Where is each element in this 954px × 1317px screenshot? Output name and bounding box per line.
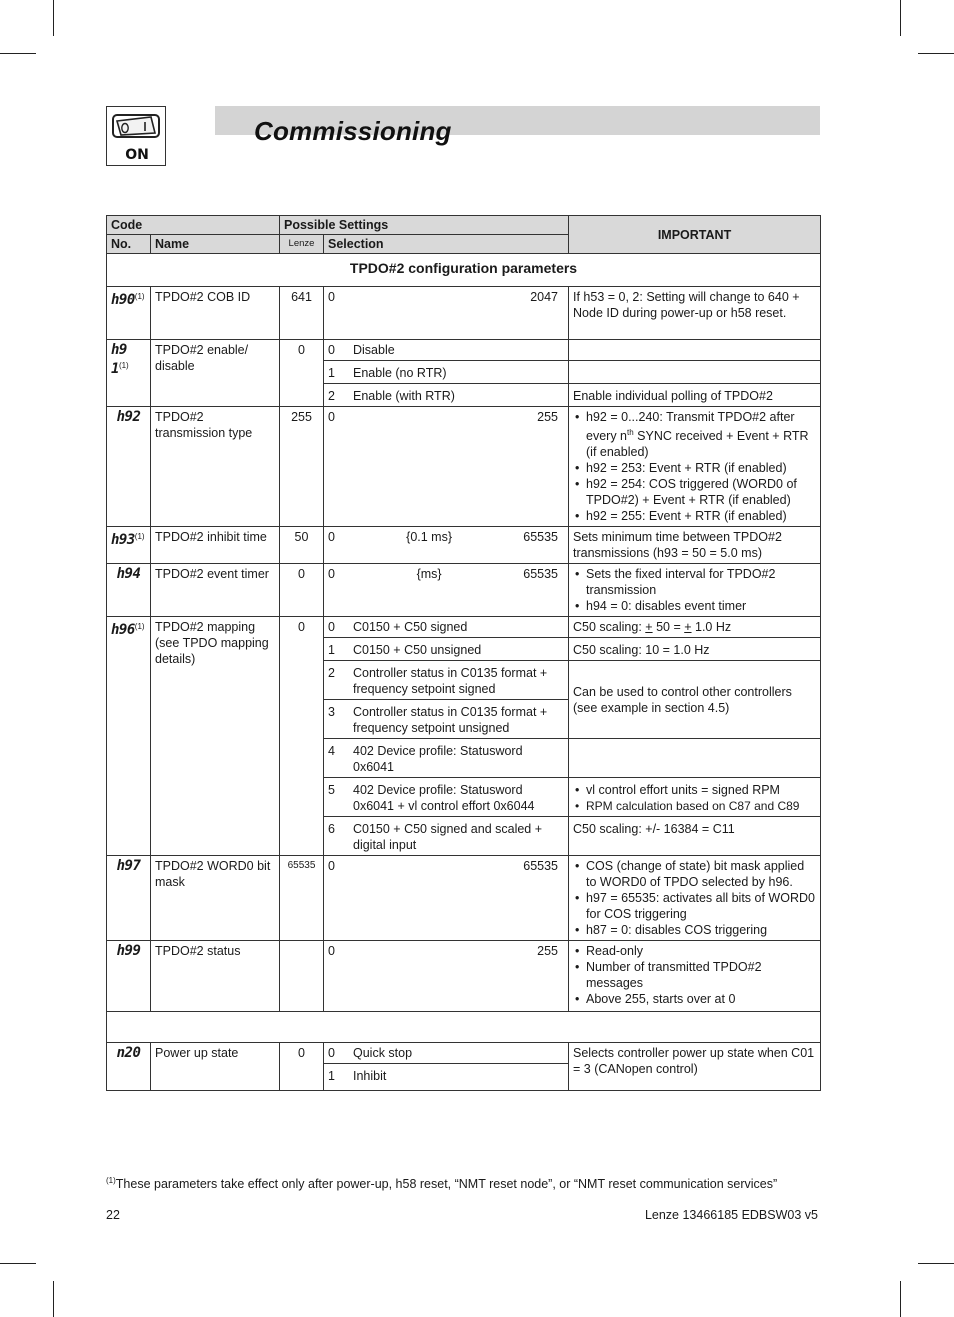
header-selection: Selection: [324, 235, 569, 254]
crop-mark: [0, 53, 36, 54]
page-number: 22: [106, 1208, 120, 1222]
table-row: [107, 1012, 821, 1043]
table-row: [107, 856, 821, 941]
table-row: [107, 287, 821, 340]
table-row: [107, 527, 821, 564]
header-code: Code: [107, 216, 280, 235]
important-cell: Sets minimum time between TPDO#2 transmissions (h93 = 50 = 5.0 ms): [569, 527, 821, 564]
lenze-cell: 255: [280, 407, 324, 527]
code-cell: h90$^{(1)}$: [107, 287, 151, 340]
important-cell: [569, 340, 821, 361]
lenze-cell: [280, 941, 324, 1012]
lenze-cell: 65535: [280, 856, 324, 941]
important-cell: [569, 361, 821, 384]
selection-option: 2 Controller status in C0135 format + frequency setpoint signed: [324, 661, 569, 700]
crop-mark: [900, 1281, 901, 1317]
crop-mark: [53, 1281, 54, 1317]
table-row: [107, 941, 821, 1012]
crop-mark: [918, 1263, 954, 1264]
name-cell: TPDO#2 inhibit time: [151, 527, 280, 564]
name-cell: TPDO#2 event timer: [151, 564, 280, 617]
section-title: TPDO#2 configuration parameters: [107, 254, 821, 287]
selection-cell: 0 65535: [324, 856, 569, 941]
table-row: [107, 1043, 821, 1064]
switch-on-label: ON: [125, 147, 149, 163]
important-cell: • h92 = 0...240: Transmit TPDO#2 after every $n^{th}$ SYNC received + Event + RTR (if enabled) • h92 = 253: Event + RTR (if enabled) • h92 = 254: COS triggered (WORD0 of TPDO#2) + Event + RTR (if enabled) • h92 = 255: Event + RTR (if enabled): [569, 407, 821, 527]
table-row: [107, 407, 821, 527]
lenze-cell: 50: [280, 527, 324, 564]
selection-option: 1 Inhibit: [324, 1064, 569, 1091]
selection-option: 2 Enable (with RTR): [324, 384, 569, 407]
document-reference: Lenze 13466185 EDBSW03 v5: [644, 1208, 818, 1222]
header-possible-settings: Possible Settings: [280, 216, 569, 235]
selection-option: 5 402 Device profile: Statusword 0x6041 + vl control effort 0x6044: [324, 778, 569, 817]
important-cell: • Read-only • Number of transmitted TPDO#2 messages • Above 255, starts over at 0: [569, 941, 821, 1012]
code-cell: h92: [107, 407, 151, 527]
selection-cell: 0 255: [324, 407, 569, 527]
lenze-cell: 0: [280, 617, 324, 856]
crop-mark: [0, 1263, 36, 1264]
parameter-table: [106, 215, 821, 1091]
power-switch-icon: [106, 106, 166, 166]
important-cell: C50 scaling: 10 = 1.0 Hz: [569, 638, 821, 661]
important-cell: • Sets the fixed interval for TPDO#2 transmission • h94 = 0: disables event timer: [569, 564, 821, 617]
header-important: IMPORTANT: [569, 216, 821, 254]
selection-option: 4 402 Device profile: Statusword 0x6041: [324, 739, 569, 778]
lenze-cell: 0: [280, 340, 324, 407]
selection-cell: 0 255: [324, 941, 569, 1012]
table-row: [107, 340, 821, 361]
code-cell: n20: [107, 1043, 151, 1091]
important-cell: C50 scaling: +/- 16384 = C11: [569, 817, 821, 856]
header-name: Name: [151, 235, 280, 254]
important-cell: Can be used to control other controllers (see example in section 4.5): [569, 661, 821, 739]
crop-mark: [918, 53, 954, 54]
selection-option: 1 Enable (no RTR): [324, 361, 569, 384]
lenze-cell: 0: [280, 1043, 324, 1091]
header-no: No.: [107, 235, 151, 254]
name-cell: TPDO#2 COB ID: [151, 287, 280, 340]
table-row: [107, 617, 821, 638]
code-cell: h96$^{(1)}$: [107, 617, 151, 856]
selection-cell: 0 2047: [324, 287, 569, 340]
lenze-cell: 0: [280, 564, 324, 617]
name-cell: Power up state: [151, 1043, 280, 1091]
code-cell: h99: [107, 941, 151, 1012]
important-cell: • vl control effort units = signed RPM • RPM calculation based on C87 and C89: [569, 778, 821, 817]
selection-option: 0 C0150 + C50 signed: [324, 617, 569, 638]
code-cell: h97: [107, 856, 151, 941]
important-cell: C50 scaling: + 50 = + 1.0 Hz: [569, 617, 821, 638]
lenze-cell: 641: [280, 287, 324, 340]
selection-option: 0 Disable: [324, 340, 569, 361]
name-cell: TPDO#2 status: [151, 941, 280, 1012]
table-row: [107, 564, 821, 617]
name-cell: TPDO#2 enable/ disable: [151, 340, 280, 407]
important-cell: Selects controller power up state when C01 = 3 (CANopen control): [569, 1043, 821, 1091]
code-cell: h94: [107, 564, 151, 617]
empty-row: [107, 1012, 821, 1043]
important-cell: If h53 = 0, 2: Setting will change to 640 + Node ID during power-up or h58 reset.: [569, 287, 821, 340]
name-cell: TPDO#2 transmission type: [151, 407, 280, 527]
code-cell: h93$^{(1)}$: [107, 527, 151, 564]
selection-option: 3 Controller status in C0135 format + frequency setpoint unsigned: [324, 700, 569, 739]
name-cell: TPDO#2 WORD0 bit mask: [151, 856, 280, 941]
code-cell: h9 1$^{(1)}$: [107, 340, 151, 407]
selection-cell: 0 {ms} 65535: [324, 564, 569, 617]
selection-option: 1 C0150 + C50 unsigned: [324, 638, 569, 661]
crop-mark: [53, 0, 54, 36]
name-cell: TPDO#2 mapping (see TPDO mapping details): [151, 617, 280, 856]
selection-option: 6 C0150 + C50 signed and scaled + digital input: [324, 817, 569, 856]
important-cell: Enable individual polling of TPDO#2: [569, 384, 821, 407]
page-title: Commissioning: [254, 116, 452, 146]
crop-mark: [900, 0, 901, 36]
selection-cell: 0 {0.1 ms} 65535: [324, 527, 569, 564]
header-lenze: Lenze: [280, 235, 324, 254]
important-cell: [569, 739, 821, 778]
selection-option: 0 Quick stop: [324, 1043, 569, 1064]
important-cell: • COS (change of state) bit mask applied to WORD0 of TPDO selected by h96. • h97 = 65535: activates all bits of WORD0 for COS triggering • h87 = 0: disables COS triggering: [569, 856, 821, 941]
footnote: $^{(1)}$These parameters take effect only after power-up, h58 reset, “NMT reset node”, or “NMT reset communication services”: [106, 1176, 778, 1192]
